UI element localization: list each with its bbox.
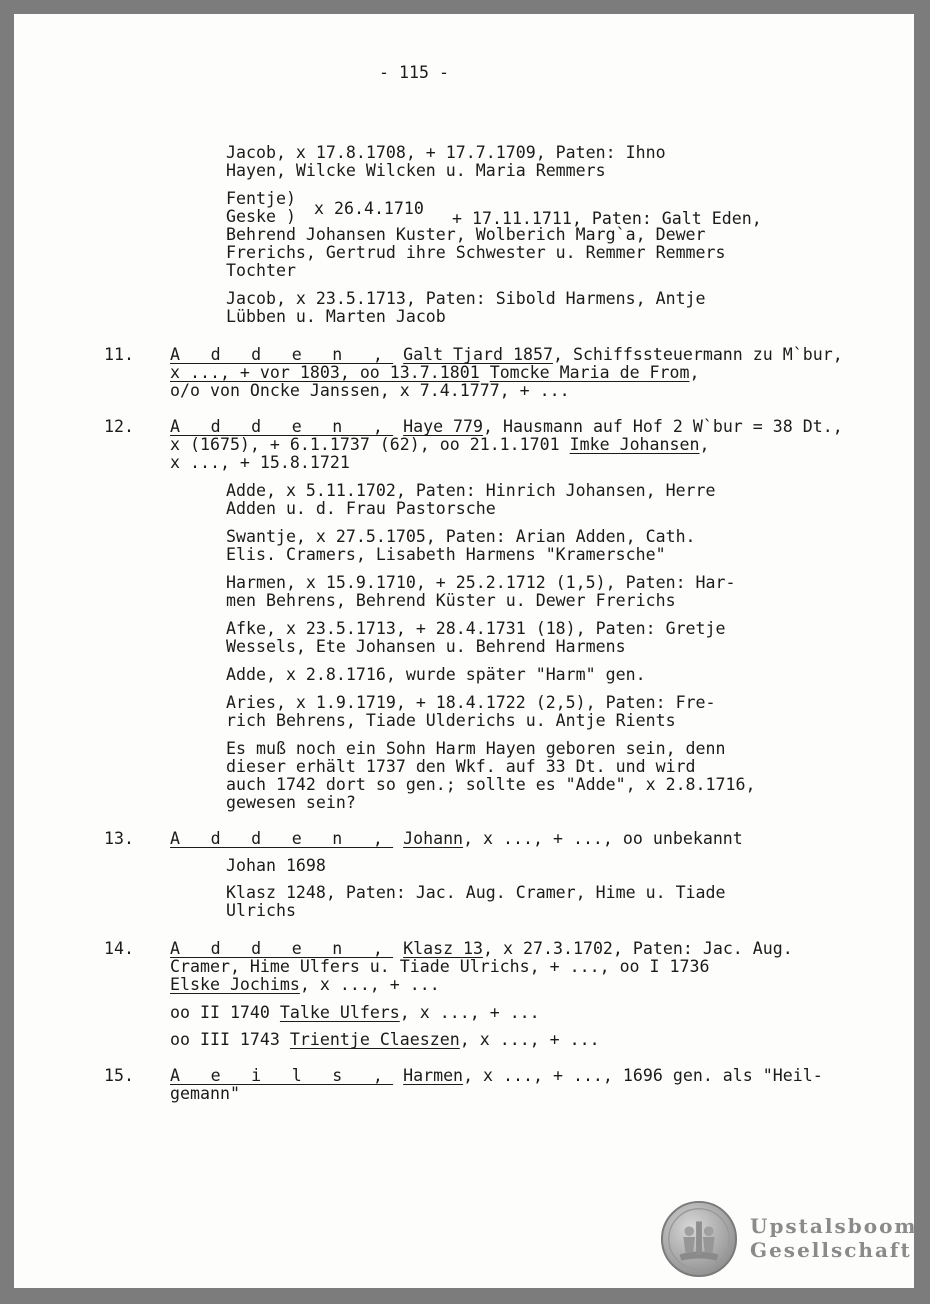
spouse-name: Talke Ulfers xyxy=(279,1003,400,1022)
document-page xyxy=(14,14,918,1288)
surname: A d d e n , xyxy=(170,417,394,436)
list-item: Fentje) xyxy=(226,189,296,208)
spouse-name: Tomcke Maria de From xyxy=(489,363,690,382)
surname: A e i l s , xyxy=(170,1066,394,1085)
list-item: Adde, x 2.8.1716, wurde später "Harm" gen. xyxy=(226,665,646,684)
entry-number: 12. xyxy=(104,417,134,436)
list-item: rich Behrens, Tiade Ulderichs u. Antje Rients xyxy=(226,711,676,730)
list-item: Jacob, x 17.8.1708, + 17.7.1709, Paten: Ihno xyxy=(226,143,666,162)
list-item: Jacob, x 23.5.1713, Paten: Sibold Harmens, Antje xyxy=(226,289,706,308)
list-item: Klasz 1248, Paten: Jac. Aug. Cramer, Hime u. Tiade xyxy=(226,883,726,902)
list-item: auch 1742 dort so gen.; sollte es "Adde", x 2.8.1716, xyxy=(226,775,756,794)
list-item: Lübben u. Marten Jacob xyxy=(226,307,446,326)
list-item: gewesen sein? xyxy=(226,793,356,812)
list-item: Harmen, x 15.9.1710, + 25.2.1712 (1,5), Paten: Har- xyxy=(226,573,736,592)
surname: A d d e n , xyxy=(170,939,394,958)
spouse-name: Trientje Claeszen xyxy=(289,1030,460,1049)
entry-line: oo III 1743 Trientje Claeszen, x ..., + ... xyxy=(170,1030,600,1049)
entry-number: 13. xyxy=(104,829,134,848)
given-name: Harmen xyxy=(403,1066,464,1085)
list-item: Wessels, Ete Johansen u. Behrend Harmens xyxy=(226,637,626,656)
spouse-name: Imke Johansen xyxy=(569,435,700,454)
list-item: Es muß noch ein Sohn Harm Hayen geboren sein, denn xyxy=(226,739,726,758)
entry-line: oo II 1740 Talke Ulfers, x ..., + ... xyxy=(170,1003,540,1022)
baptism-date: x 26.4.1710 xyxy=(314,199,424,218)
entry-line: A d d e n , Johann, x ..., + ..., oo unbekannt xyxy=(170,829,743,848)
list-item: dieser erhält 1737 den Wkf. auf 33 Dt. und wird xyxy=(226,757,696,776)
list-item: Adde, x 5.11.1702, Paten: Hinrich Johansen, Herre xyxy=(226,481,716,500)
list-item: + 17.11.1711, Paten: Galt Eden, xyxy=(452,209,762,228)
list-item: Afke, x 23.5.1713, + 28.4.1731 (18), Paten: Gretje xyxy=(226,619,726,638)
entry-line: A d d e n , Galt Tjard 1857, Schiffssteuermann zu M`bur, xyxy=(170,345,843,364)
entry-number: 11. xyxy=(104,345,134,364)
entry-line: gemann" xyxy=(170,1084,240,1103)
list-item: Aries, x 1.9.1719, + 18.4.1722 (2,5), Paten: Fre- xyxy=(226,693,716,712)
entry-line: Cramer, Hime Ulfers u. Tiade Ulrichs, + ..., oo I 1736 xyxy=(170,957,710,976)
entry-line: o/o von Oncke Janssen, x 7.4.1777, + ... xyxy=(170,381,570,400)
given-name: Haye 779 xyxy=(403,417,484,436)
list-item: Tochter xyxy=(226,261,296,280)
list-item: Geske ) xyxy=(226,207,296,226)
entry-line: A e i l s , Harmen, x ..., + ..., 1696 gen. als "Heil- xyxy=(170,1066,823,1085)
entry-line: x (1675), + 6.1.1737 (62), oo 21.1.1701 Imke Johansen, xyxy=(170,435,710,454)
page-number: - 115 - xyxy=(379,63,449,82)
society-seal-icon xyxy=(660,1200,738,1278)
entry-line: Elske Jochims, x ..., + ... xyxy=(170,975,440,994)
list-item: Behrend Johansen Kuster, Wolberich Marg`a, Dewer xyxy=(226,225,706,244)
given-name: Johann xyxy=(403,829,464,848)
entry-line: x ..., + vor 1803, oo 13.7.1801 Tomcke Maria de From, xyxy=(170,363,700,382)
list-item: Johan 1698 xyxy=(226,856,326,875)
spouse-name: Elske Jochims xyxy=(170,975,300,994)
entry-line: A d d e n , Klasz 13, x 27.3.1702, Paten: Jac. Aug. xyxy=(170,939,793,958)
list-item: men Behrens, Behrend Küster u. Dewer Frerichs xyxy=(226,591,676,610)
entry-line: x ..., + 15.8.1721 xyxy=(170,453,350,472)
list-item: Frerichs, Gertrud ihre Schwester u. Remmer Remmers xyxy=(226,243,726,262)
given-name: Galt Tjard 1857 xyxy=(403,345,553,364)
surname: A d d e n , xyxy=(170,829,394,848)
list-item: Swantje, x 27.5.1705, Paten: Arian Adden, Cath. xyxy=(226,527,696,546)
surname: A d d e n , xyxy=(170,345,394,364)
list-item: Elis. Cramers, Lisabeth Harmens "Kramersche" xyxy=(226,545,666,564)
list-item: Adden u. d. Frau Pastorsche xyxy=(226,499,496,518)
list-item: Ulrichs xyxy=(226,901,296,920)
given-name: Klasz 13 xyxy=(403,939,484,958)
entry-number: 15. xyxy=(104,1066,134,1085)
society-name: Upstalsboom Gesellschaft xyxy=(750,1214,918,1262)
entry-line: A d d e n , Haye 779, Hausmann auf Hof 2 W`bur = 38 Dt., xyxy=(170,417,843,436)
list-item: Hayen, Wilcke Wilcken u. Maria Remmers xyxy=(226,161,606,180)
entry-number: 14. xyxy=(104,939,134,958)
